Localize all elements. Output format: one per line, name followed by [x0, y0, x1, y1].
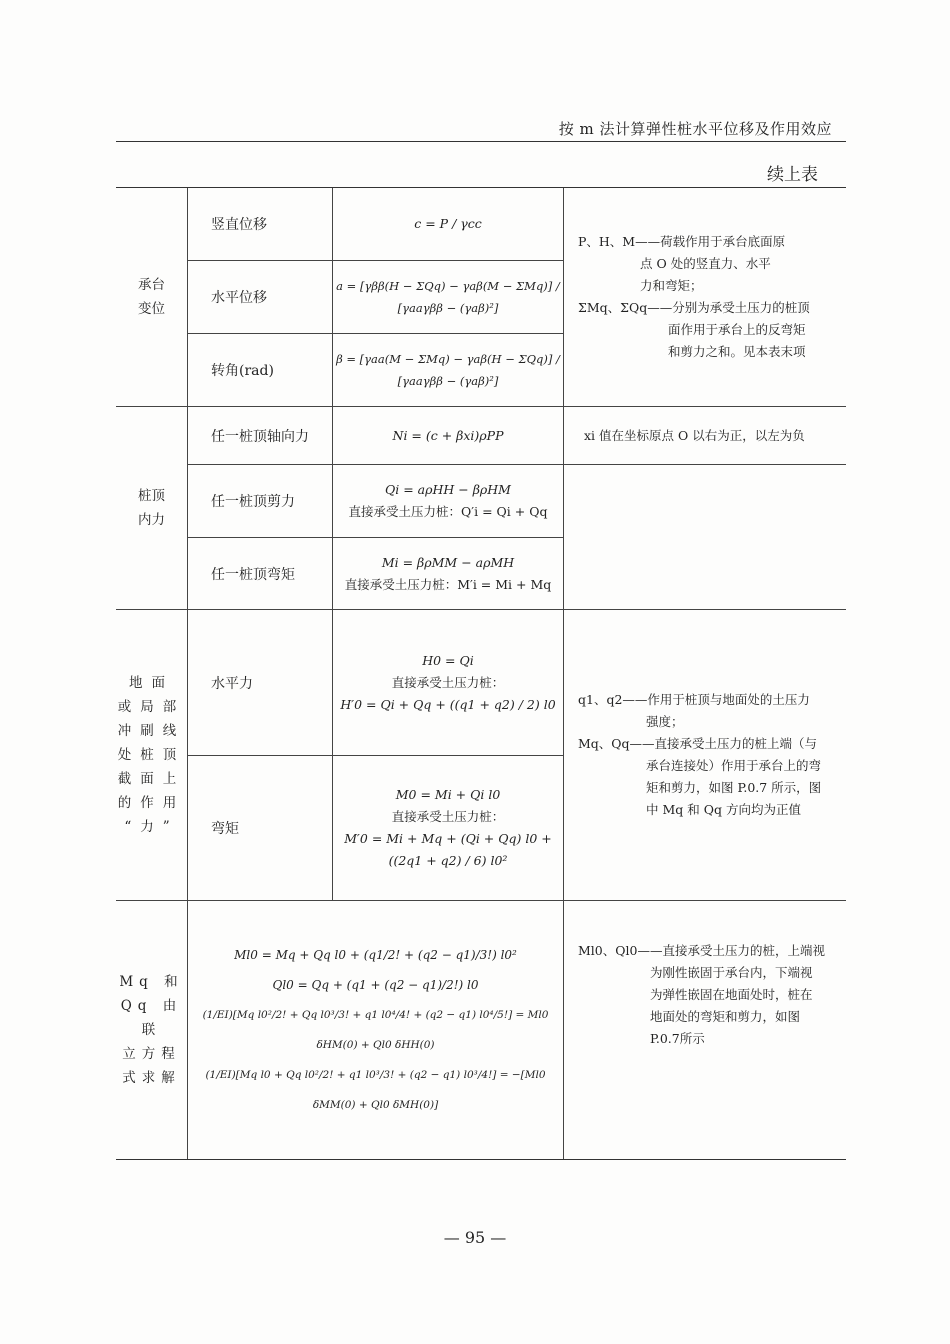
note-line: P.0.7所示 — [650, 1031, 705, 1046]
note-line: 为弹性嵌固在地面处时，桩在 — [650, 987, 813, 1002]
table-row — [188, 610, 563, 756]
note-line: 矩和剪力，如图 P.0.7 所示，图 — [646, 780, 822, 795]
group-rows — [188, 901, 564, 1159]
note-line: ΣMq、ΣQq——分别为承受土压力的桩顶 — [578, 300, 810, 315]
item-label: 任一桩顶剪力 — [188, 465, 333, 537]
formula: c = P / γcc — [414, 216, 482, 231]
item-label: 弯矩 — [188, 756, 333, 900]
table-row — [188, 261, 563, 334]
note-line: 地面处的弯矩和剪力，如图 — [650, 1009, 801, 1024]
item-label: 水平位移 — [188, 261, 333, 333]
table-row — [188, 334, 563, 406]
group-label — [116, 188, 188, 406]
formula: Ql0 = Qq + (q1 + (q2 − q1)/2!) l0 — [272, 978, 479, 992]
note-cell — [564, 407, 846, 609]
group-label-text: 地面 或局部 冲刷线 处桩顶 截面上 的作用 “力” — [117, 675, 186, 835]
header-rule — [116, 141, 846, 142]
formula: (1/EI)[Mq l0²/2! + Qq l0³/3! + q1 l0⁴/4! + (q2 − q1) l0⁴/5!] = Ml0 δHM(0) + Ql0 δHH(0) — [202, 1009, 549, 1051]
formula-cell — [188, 901, 563, 1159]
note-line: Ml0、Ql0——直接承受土压力的桩，上端视 — [578, 943, 825, 958]
formula-cell — [333, 538, 563, 609]
formula: 直接承受土压力桩： — [391, 674, 505, 690]
group-rows — [188, 188, 564, 406]
item-label: 任一桩顶轴向力 — [188, 407, 333, 464]
note-line: 面作用于承台上的反弯矩 — [668, 322, 806, 337]
group-label — [116, 901, 188, 1159]
note-line: 和剪力之和。见本表末项 — [668, 344, 806, 359]
group-label-text: Mq 和 Qq 由联 立方程 式求解 — [119, 974, 184, 1086]
item-label: 水平力 — [188, 610, 333, 755]
formula-cell — [333, 465, 563, 537]
formula: M0 = Mi + Qi l0 — [395, 787, 501, 802]
note-line: 承台连接处）作用于承台上的弯 — [646, 758, 822, 773]
note-cell — [564, 188, 846, 406]
formula: Qi = aρHH − βρHM — [385, 482, 511, 497]
continued-label: 续上表 — [767, 165, 818, 185]
note-line: 为刚性嵌固于承台内，下端视 — [650, 965, 813, 980]
item-label: 任一桩顶弯矩 — [188, 538, 333, 609]
group-label-text: 桩顶 内力 — [138, 488, 165, 528]
item-label: 竖直位移 — [188, 188, 333, 260]
group-label — [116, 407, 188, 609]
group-rows — [188, 610, 564, 900]
formula: 直接承受土压力桩：M′i = Mi + Mq — [344, 576, 552, 592]
group-cap-displacement — [116, 188, 846, 407]
formula: M′0 = Mi + Mq + (Qi + Qq) l0 + — [344, 831, 552, 846]
formula: H0 = Qi — [422, 652, 474, 668]
table-row — [188, 188, 563, 261]
formula: Mi = βρMM − aρMH — [381, 554, 515, 570]
item-label: 转角(rad) — [188, 334, 333, 406]
note-line: P、H、M——荷载作用于承台底面原 — [578, 234, 786, 249]
formula: 直接承受土压力桩：Q′i = Qi + Qq — [348, 504, 548, 519]
formula: Ni = (c + βxi)ρPP — [392, 427, 504, 443]
note-line: 力和弯矩； — [640, 278, 703, 293]
note-line: 点 O 处的竖直力、水平 — [640, 256, 771, 271]
note-cell — [564, 901, 846, 1159]
note-line: 中 Mq 和 Qq 方向均为正值 — [646, 802, 801, 817]
formula: (1/EI)[Mq l0 + Qq l0²/2! + q1 l0³/3! + (q2 − q1) l0³/4!] = −[Ml0 δMM(0) + Ql0 δMH(0)] — [205, 1069, 546, 1111]
note-line: 强度； — [646, 714, 684, 729]
formula: a = [γββ(H − ΣQq) − γaβ(M − ΣMq)] / [γaaγββ − (γaβ)²] — [336, 279, 560, 315]
formula-cell — [333, 756, 563, 900]
note-cell — [564, 610, 846, 900]
group-ground-forces — [116, 610, 846, 901]
formula: H′0 = Qi + Qq + ((q1 + q2) / 2) l0 — [340, 696, 556, 712]
note-line: Mq、Qq——直接承受土压力的桩上端（与 — [578, 736, 818, 751]
formula-cell — [333, 610, 563, 755]
group-simultaneous-equations — [116, 901, 846, 1159]
table-row — [188, 538, 563, 609]
running-title: 按 m 法计算弹性桩水平位移及作用效应 — [558, 120, 832, 138]
note-line: q1、q2——作用于桩顶与地面处的土压力 — [578, 692, 810, 707]
group-pile-top-forces — [116, 407, 846, 610]
table-row — [188, 465, 563, 538]
page-number: — 95 — — [443, 1228, 507, 1247]
table-row — [188, 756, 563, 900]
group-rows — [188, 407, 564, 609]
note-line: xi 值在坐标原点 O 以右为正，以左为负 — [564, 407, 846, 465]
group-label — [116, 610, 188, 900]
formula: 直接承受土压力桩： — [391, 809, 505, 824]
formula-table — [116, 187, 846, 1160]
formula: β = [γaa(M − ΣMq) − γaβ(H − ΣQq)] / [γaaγββ − (γaβ)²] — [336, 352, 560, 388]
formula: Ml0 = Mq + Qq l0 + (q1/2! + (q2 − q1)/3!) l0² — [234, 948, 517, 962]
table-row — [188, 407, 563, 465]
formula: ((2q1 + q2) / 6) l0² — [388, 853, 508, 868]
group-label-text: 承台 变位 — [138, 277, 165, 317]
